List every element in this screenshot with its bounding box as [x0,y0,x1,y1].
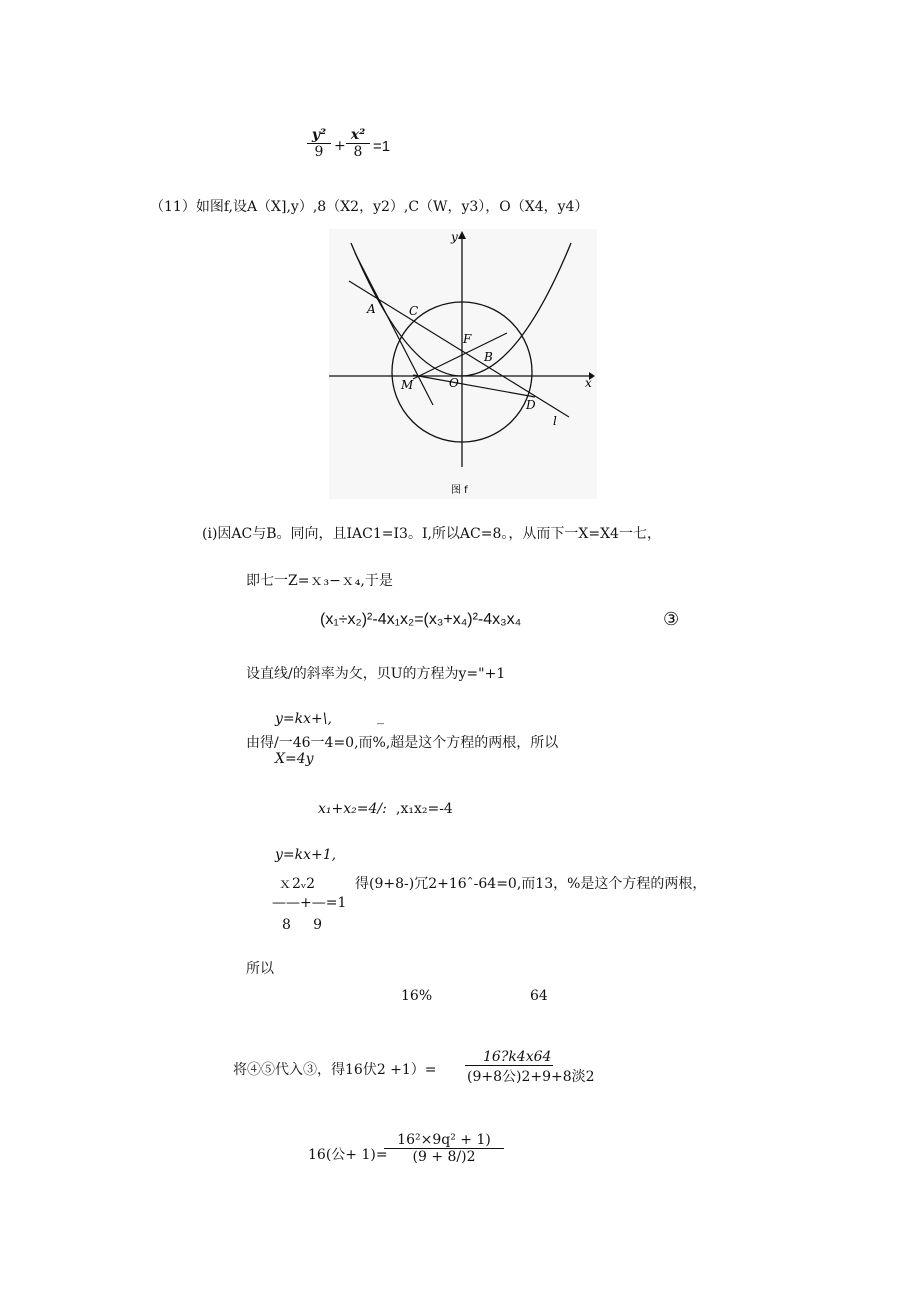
label-d: D [526,398,536,412]
figure-svg [329,229,597,499]
final-frac [384,1132,504,1165]
sys2-top: y=kx+1, [275,847,337,863]
eq3-tag: ③ [663,609,680,629]
line-suoyi: 所以 [246,961,274,977]
label-l: l [553,414,557,428]
sub-frac [465,1049,605,1086]
final-lead: 16(公+ 1)= [308,1147,388,1163]
eq1-rhs: =1 [373,138,391,155]
para-i: (i)因AC与B。同向，且IAC1=I3。I,所以AC=8。，从而下一X=X4一七， [202,526,661,542]
line-ji: 即七一Z=ｘ₃−ｘ₄,于是 [246,573,393,589]
label-c: C [409,304,419,318]
eq1-plus: + [334,138,346,154]
eq1-num-x: x² [346,127,370,144]
sub-lead: 将④⑤代入③，得16伏2 +1）= [233,1062,437,1078]
label-y: y [451,230,458,244]
vieta1-sum: x₁+x₂=4/: [318,801,387,817]
sub-den: (9+8公)2+9+8淡2 [467,1069,595,1085]
sys2-den: 8 9 [282,917,323,933]
eq1-frac-x [346,127,370,160]
figure-caption: 图 f [451,485,468,496]
eq1-den-8: 8 [353,144,363,160]
line-slope: 设直线/的斜率为攵，贝U的方程为y="+1 [246,666,506,682]
sub-num: 16?k4x64 [465,1049,553,1066]
eq1-num-y: y² [307,127,331,144]
final-den: (9 + 8/)2 [412,1149,476,1165]
final-num: 16²×9q² + 1) [384,1132,504,1149]
line-11: （11）如图f,设A（X],y）,8（X2，y2）,C（W，y3），O（X4，y4） [150,199,589,215]
sys2-frac-line: ——+—=1 [272,895,347,911]
label-o: O [449,376,459,390]
label-b: B [484,350,493,364]
label-x: x [585,376,592,390]
sys2-right: 得(9+8-)冗2+16ˆ-64=0,而13，%是这个方程的两根， [355,876,707,892]
label-m: M [401,378,414,392]
eq1-den-9: 9 [314,144,324,160]
sys1-top: y=kx+\, [275,711,332,727]
sys2-left: ｘ2ᵥ2 [278,876,316,892]
eq3-text: (x₁÷x₂)²-4x₁x₂=(x₃+x₄)²-4x₃x₄ [320,611,522,628]
vieta1-prod: ,x₁x₂=-4 [396,801,453,817]
sys1-bottom: X=4y [275,751,314,767]
sys1-dash: _ [377,709,384,725]
figure-f [329,229,597,499]
label-f: F [463,332,472,346]
val-a: 16% [401,988,433,1004]
sys1-middle: 由得/一46一4=0,而%,超是这个方程的两根，所以 [246,735,559,751]
val-b: 64 [530,988,548,1004]
label-a: A [367,302,376,316]
eq1-frac-y [307,127,331,160]
